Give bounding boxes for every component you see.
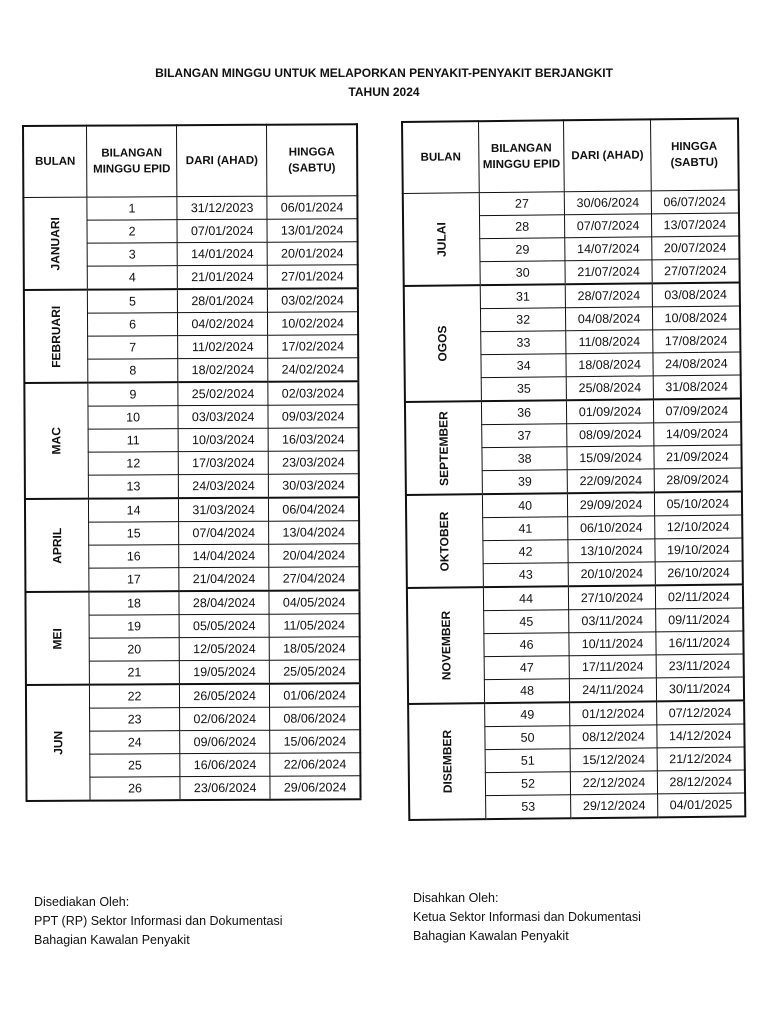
from-date-cell: 20/10/2024 xyxy=(569,562,655,586)
month-label: MAC xyxy=(49,427,64,455)
to-date-cell: 10/08/2024 xyxy=(652,306,740,330)
week-number-cell: 33 xyxy=(480,331,566,355)
to-date-cell: 03/02/2024 xyxy=(268,288,358,312)
from-date-cell: 07/07/2024 xyxy=(565,214,651,238)
to-date-cell: 30/11/2024 xyxy=(656,677,744,701)
month-cell xyxy=(24,290,88,383)
week-number-cell: 3 xyxy=(87,243,177,266)
month-label: SEPTEMBER xyxy=(436,410,452,486)
header-dari: DARI (AHAD) xyxy=(177,125,268,197)
to-date-cell: 21/12/2024 xyxy=(657,747,745,771)
approved-by-label: Disahkan Oleh: xyxy=(413,891,499,905)
week-number-cell: 32 xyxy=(480,308,566,332)
to-date-cell: 13/01/2024 xyxy=(267,219,357,242)
to-date-cell: 11/05/2024 xyxy=(269,614,359,637)
from-date-cell: 27/10/2024 xyxy=(569,585,655,609)
to-date-cell: 03/08/2024 xyxy=(652,282,740,306)
table-row xyxy=(25,590,359,615)
week-number-cell: 48 xyxy=(484,679,570,703)
from-date-cell: 24/11/2024 xyxy=(570,678,656,702)
from-date-cell: 01/09/2024 xyxy=(567,399,653,423)
from-date-cell: 11/02/2024 xyxy=(178,335,268,358)
month-cell xyxy=(406,494,483,588)
to-date-cell: 10/02/2024 xyxy=(268,312,358,335)
approved-by-block xyxy=(413,889,641,946)
table-row xyxy=(406,491,742,518)
table-row xyxy=(24,288,358,313)
prepared-by-label: Disediakan Oleh: xyxy=(34,895,130,909)
from-date-cell: 18/02/2024 xyxy=(178,358,268,382)
week-number-cell: 15 xyxy=(89,522,179,545)
from-date-cell: 14/07/2024 xyxy=(565,237,651,261)
week-number-cell: 7 xyxy=(88,336,178,359)
title-line-2: TAHUN 2024 xyxy=(348,85,420,99)
to-date-cell: 25/05/2024 xyxy=(270,660,360,684)
to-date-cell: 24/02/2024 xyxy=(268,358,358,382)
month-label: OGOS xyxy=(435,325,450,362)
week-number-cell: 31 xyxy=(480,284,566,308)
from-date-cell: 09/06/2024 xyxy=(180,730,270,753)
from-date-cell: 01/12/2024 xyxy=(570,701,656,725)
from-date-cell: 16/06/2024 xyxy=(180,753,270,776)
table-row xyxy=(25,497,359,522)
week-number-cell: 41 xyxy=(482,517,568,541)
week-number-cell: 14 xyxy=(88,498,178,522)
week-number-cell: 44 xyxy=(483,586,569,610)
week-number-cell: 45 xyxy=(483,610,569,634)
month-label: OKTOBER xyxy=(437,511,453,572)
week-number-cell: 20 xyxy=(89,638,179,661)
from-date-cell: 29/09/2024 xyxy=(568,492,654,516)
to-date-cell: 19/10/2024 xyxy=(655,538,743,562)
week-number-cell: 47 xyxy=(484,656,570,680)
to-date-cell: 06/04/2024 xyxy=(269,497,359,521)
to-date-cell: 05/10/2024 xyxy=(654,491,742,515)
table-body xyxy=(23,196,360,801)
to-date-cell: 06/07/2024 xyxy=(651,190,739,214)
epid-table-jul-dec xyxy=(401,117,746,821)
to-date-cell: 31/08/2024 xyxy=(653,375,741,399)
from-date-cell: 07/01/2024 xyxy=(177,219,267,242)
header-hingga: HINGGA (SABTU) xyxy=(650,118,739,190)
table-header-row xyxy=(23,124,357,197)
week-number-cell: 12 xyxy=(88,452,178,475)
to-date-cell: 22/06/2024 xyxy=(270,753,360,776)
to-date-cell: 23/11/2024 xyxy=(656,654,744,678)
month-label: JUN xyxy=(51,730,66,755)
month-cell xyxy=(25,592,89,685)
header-bulan: BULAN xyxy=(402,121,479,193)
to-date-cell: 04/05/2024 xyxy=(269,590,359,614)
epid-table-jan-jun xyxy=(22,123,362,802)
week-number-cell: 53 xyxy=(485,795,571,819)
to-date-cell: 15/06/2024 xyxy=(270,730,360,753)
to-date-cell: 09/03/2024 xyxy=(268,405,358,428)
week-number-cell: 24 xyxy=(90,731,180,754)
from-date-cell: 21/07/2024 xyxy=(565,260,651,284)
from-date-cell: 04/08/2024 xyxy=(566,307,652,331)
table-row xyxy=(23,196,357,221)
from-date-cell: 14/04/2024 xyxy=(179,544,269,567)
week-number-cell: 34 xyxy=(481,354,567,378)
month-cell xyxy=(23,197,87,290)
to-date-cell: 28/09/2024 xyxy=(654,468,742,492)
from-date-cell: 17/11/2024 xyxy=(570,655,656,679)
to-date-cell: 21/09/2024 xyxy=(654,445,742,469)
to-date-cell: 13/04/2024 xyxy=(269,521,359,544)
from-date-cell: 22/09/2024 xyxy=(568,469,654,493)
header-bulan: BULAN xyxy=(23,126,87,198)
to-date-cell: 20/07/2024 xyxy=(651,236,739,260)
header-minggu: BILANGAN MINGGU EPID xyxy=(87,125,177,197)
from-date-cell: 22/12/2024 xyxy=(571,771,657,795)
from-date-cell: 23/06/2024 xyxy=(180,776,270,800)
month-cell xyxy=(25,499,89,592)
prepared-by-line-2: Bahagian Kawalan Penyakit xyxy=(34,933,190,947)
month-cell xyxy=(405,401,482,495)
week-number-cell: 49 xyxy=(484,702,570,726)
to-date-cell: 09/11/2024 xyxy=(655,608,743,632)
from-date-cell: 31/12/2023 xyxy=(177,196,267,219)
month-label: JANUARI xyxy=(48,216,63,271)
week-number-cell: 51 xyxy=(485,749,571,773)
week-number-cell: 6 xyxy=(87,313,177,336)
to-date-cell: 27/01/2024 xyxy=(267,265,357,289)
from-date-cell: 30/06/2024 xyxy=(565,191,651,215)
from-date-cell: 19/05/2024 xyxy=(179,660,269,684)
from-date-cell: 04/02/2024 xyxy=(178,312,268,335)
title-line-1: BILANGAN MINGGU UNTUK MELAPORKAN PENYAKIT-PENYAKIT BERJANGKIT xyxy=(155,66,613,80)
to-date-cell: 13/07/2024 xyxy=(651,213,739,237)
from-date-cell: 17/03/2024 xyxy=(178,451,268,474)
week-number-cell: 11 xyxy=(88,429,178,452)
from-date-cell: 21/04/2024 xyxy=(179,567,269,591)
week-number-cell: 16 xyxy=(89,545,179,568)
to-date-cell: 14/12/2024 xyxy=(656,724,744,748)
week-number-cell: 30 xyxy=(480,261,566,285)
prepared-by-line-1: PPT (RP) Sektor Informasi dan Dokumentasi xyxy=(34,914,283,928)
to-date-cell: 12/10/2024 xyxy=(654,515,742,539)
week-number-cell: 19 xyxy=(89,615,179,638)
to-date-cell: 02/03/2024 xyxy=(268,381,358,405)
to-date-cell: 27/04/2024 xyxy=(269,567,359,591)
to-date-cell: 17/08/2024 xyxy=(652,329,740,353)
from-date-cell: 28/07/2024 xyxy=(566,283,652,307)
to-date-cell: 26/10/2024 xyxy=(655,561,743,585)
to-date-cell: 24/08/2024 xyxy=(653,352,741,376)
month-cell xyxy=(26,685,90,801)
to-date-cell: 07/12/2024 xyxy=(656,700,744,724)
from-date-cell: 24/03/2024 xyxy=(178,474,268,498)
from-date-cell: 28/04/2024 xyxy=(179,591,269,615)
from-date-cell: 29/12/2024 xyxy=(571,794,657,818)
from-date-cell: 12/05/2024 xyxy=(179,637,269,660)
from-date-cell: 05/05/2024 xyxy=(179,614,269,637)
to-date-cell: 01/06/2024 xyxy=(270,683,360,707)
from-date-cell: 25/02/2024 xyxy=(178,382,268,406)
table-row xyxy=(405,398,741,425)
approved-by-line-2: Bahagian Kawalan Penyakit xyxy=(413,929,569,943)
document-title xyxy=(0,64,768,102)
to-date-cell: 27/07/2024 xyxy=(652,259,740,283)
to-date-cell: 14/09/2024 xyxy=(653,422,741,446)
week-number-cell: 26 xyxy=(90,777,180,801)
week-number-cell: 29 xyxy=(479,238,565,262)
to-date-cell: 17/02/2024 xyxy=(268,335,358,358)
week-number-cell: 27 xyxy=(479,192,565,216)
header-hingga: HINGGA (SABTU) xyxy=(267,124,358,196)
month-label: NOVEMBER xyxy=(438,610,454,681)
week-number-cell: 23 xyxy=(90,708,180,731)
month-cell xyxy=(24,383,88,499)
from-date-cell: 14/01/2024 xyxy=(177,242,267,265)
to-date-cell: 08/06/2024 xyxy=(270,707,360,730)
from-date-cell: 02/06/2024 xyxy=(180,707,270,730)
table-header-row xyxy=(402,118,739,193)
header-minggu: BILANGAN MINGGU EPID xyxy=(478,120,565,192)
to-date-cell: 20/04/2024 xyxy=(269,544,359,567)
week-number-cell: 37 xyxy=(481,424,567,448)
month-cell xyxy=(404,285,481,402)
from-date-cell: 11/08/2024 xyxy=(566,330,652,354)
from-date-cell: 08/12/2024 xyxy=(570,725,656,749)
from-date-cell: 15/09/2024 xyxy=(567,446,653,470)
to-date-cell: 23/03/2024 xyxy=(268,451,358,474)
week-number-cell: 35 xyxy=(481,377,567,401)
from-date-cell: 25/08/2024 xyxy=(567,376,653,400)
week-number-cell: 17 xyxy=(89,568,179,592)
from-date-cell: 28/01/2024 xyxy=(177,289,267,313)
to-date-cell: 18/05/2024 xyxy=(269,637,359,660)
table-body xyxy=(403,190,746,820)
from-date-cell: 10/03/2024 xyxy=(178,428,268,451)
week-number-cell: 9 xyxy=(88,382,178,406)
to-date-cell: 30/03/2024 xyxy=(269,474,359,498)
month-label: APRIL xyxy=(50,527,65,564)
week-number-cell: 42 xyxy=(483,540,569,564)
from-date-cell: 03/03/2024 xyxy=(178,405,268,428)
from-date-cell: 26/05/2024 xyxy=(179,684,269,708)
from-date-cell: 15/12/2024 xyxy=(571,748,657,772)
from-date-cell: 21/01/2024 xyxy=(177,265,267,289)
week-number-cell: 46 xyxy=(484,633,570,657)
table-row xyxy=(404,282,740,309)
week-number-cell: 8 xyxy=(88,359,178,383)
month-label: DISEMBER xyxy=(439,729,455,794)
from-date-cell: 03/11/2024 xyxy=(569,609,655,633)
from-date-cell: 18/08/2024 xyxy=(566,353,652,377)
to-date-cell: 16/11/2024 xyxy=(655,631,743,655)
to-date-cell: 28/12/2024 xyxy=(657,770,745,794)
to-date-cell: 20/01/2024 xyxy=(267,242,357,265)
week-number-cell: 43 xyxy=(483,563,569,587)
week-number-cell: 18 xyxy=(89,591,179,615)
week-number-cell: 10 xyxy=(88,406,178,429)
month-label: JULAI xyxy=(434,221,449,257)
to-date-cell: 02/11/2024 xyxy=(655,584,743,608)
week-number-cell: 25 xyxy=(90,754,180,777)
month-cell xyxy=(407,587,484,704)
week-number-cell: 40 xyxy=(482,493,568,517)
week-number-cell: 39 xyxy=(482,470,568,494)
week-number-cell: 50 xyxy=(485,726,571,750)
month-label: FEBRUARI xyxy=(48,305,64,368)
to-date-cell: 29/06/2024 xyxy=(270,776,360,800)
from-date-cell: 13/10/2024 xyxy=(568,539,654,563)
week-number-cell: 28 xyxy=(479,215,565,239)
week-number-cell: 36 xyxy=(481,400,567,424)
from-date-cell: 31/03/2024 xyxy=(179,498,269,522)
header-dari: DARI (AHAD) xyxy=(564,119,651,191)
week-number-cell: 1 xyxy=(87,197,177,220)
month-label: MEI xyxy=(50,627,65,650)
month-cell xyxy=(408,703,485,820)
to-date-cell: 06/01/2024 xyxy=(267,196,357,219)
to-date-cell: 07/09/2024 xyxy=(653,398,741,422)
week-number-cell: 2 xyxy=(87,220,177,243)
month-cell xyxy=(403,193,480,286)
from-date-cell: 06/10/2024 xyxy=(568,516,654,540)
week-number-cell: 21 xyxy=(89,661,179,685)
from-date-cell: 07/04/2024 xyxy=(179,521,269,544)
table-row xyxy=(26,683,360,708)
to-date-cell: 16/03/2024 xyxy=(268,428,358,451)
table-row xyxy=(407,584,743,611)
table-row xyxy=(24,381,358,406)
week-number-cell: 4 xyxy=(87,266,177,290)
prepared-by-block xyxy=(34,893,282,950)
from-date-cell: 10/11/2024 xyxy=(569,632,655,656)
week-number-cell: 38 xyxy=(482,447,568,471)
table-row xyxy=(408,700,744,727)
approved-by-line-1: Ketua Sektor Informasi dan Dokumentasi xyxy=(413,910,641,924)
week-number-cell: 13 xyxy=(88,475,178,499)
week-number-cell: 52 xyxy=(485,772,571,796)
from-date-cell: 08/09/2024 xyxy=(567,423,653,447)
week-number-cell: 22 xyxy=(89,684,179,708)
to-date-cell: 04/01/2025 xyxy=(657,793,745,817)
week-number-cell: 5 xyxy=(87,289,177,313)
